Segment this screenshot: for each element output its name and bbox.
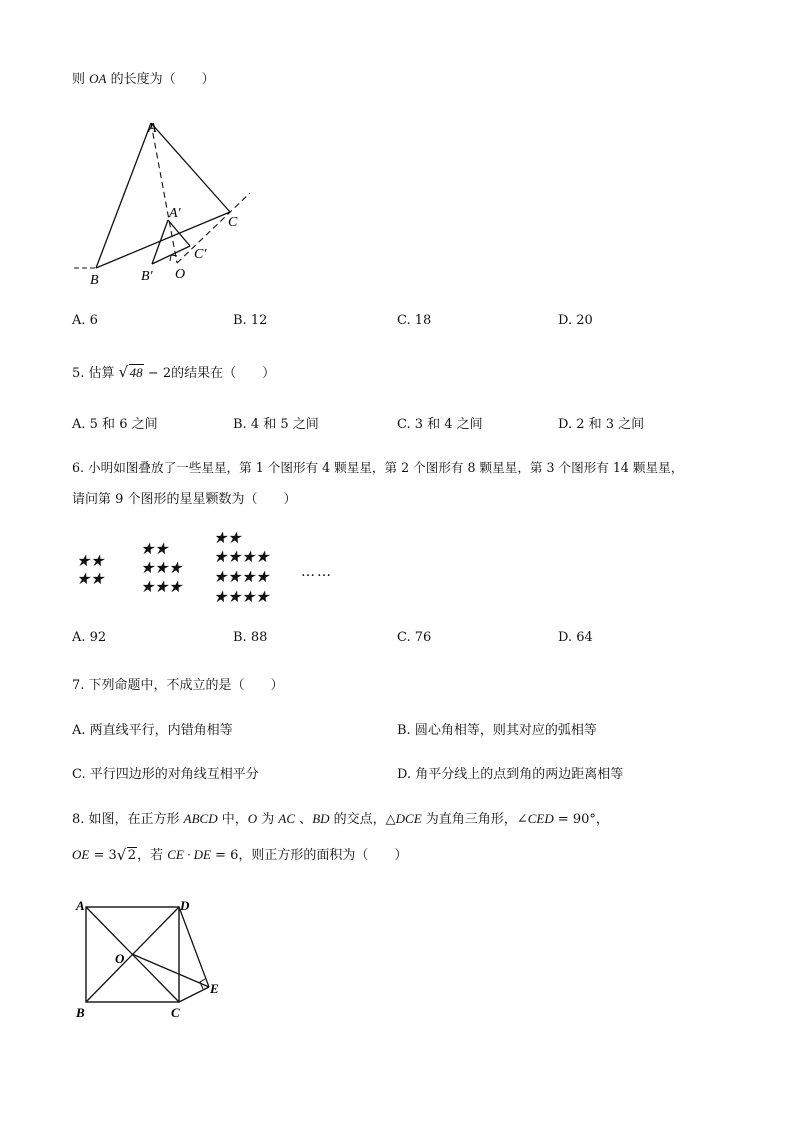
star-icon-fig3: ★ [255, 569, 270, 586]
q8-var-o: O [247, 811, 258, 826]
star-icon-fig2: ★ [168, 560, 183, 577]
q5-minus: − 2 [143, 366, 172, 381]
q5-text-end: 的结果在（ ） [171, 366, 276, 381]
star-icon-fig3: ★ [227, 589, 242, 606]
q6-stem-line1: 6. 小明如图叠放了一些星星，第 1 个图形有 4 颗星星，第 2 个图形有 8 颗星星，第 3 个图形有 14 颗星星， [72, 460, 684, 475]
q7-stem: 7. 下列命题中，不成立的是（ ） [72, 678, 284, 693]
q6-option-c[interactable]: C. 76 [397, 630, 432, 645]
q8-label-b: B [76, 1005, 85, 1020]
q8-text-3: 为 [257, 812, 279, 827]
q5-stem [72, 362, 275, 381]
star-icon-fig3: ★ [227, 530, 242, 547]
star-icon-fig2: ★ [154, 579, 169, 596]
q6-option-a[interactable]: A. 92 [72, 630, 107, 645]
q4-label-c-prime: C′ [194, 247, 207, 262]
star-icon-fig2: ★ [140, 579, 155, 596]
q8-text-2: 中， [217, 812, 248, 827]
q4-option-a[interactable]: A. 6 [72, 313, 98, 328]
q8-text-8: = 3 [89, 848, 117, 863]
q4-option-b[interactable]: B. 12 [233, 313, 268, 328]
q4-var-oa: OA [89, 71, 107, 86]
q8-var-bd: BD [312, 811, 330, 826]
q8-label-o: O [115, 951, 125, 966]
q8-label-c: C [171, 1005, 180, 1020]
q8-var-oe: OE [72, 847, 90, 862]
star-icon-fig3: ★ [213, 530, 228, 547]
star-icon-fig2: ★ [140, 541, 155, 558]
star-icon-fig3: ★ [241, 569, 256, 586]
q4-label-c: C [228, 215, 238, 230]
q4-label-b-prime: B′ [141, 269, 153, 284]
q4-stem-tail [72, 68, 215, 87]
star-icon-fig3: ★ [227, 549, 242, 566]
q8-text-1: 8. 如图，在正方形 [72, 812, 184, 827]
star-icon-fig3: ★ [213, 569, 228, 586]
q5-option-c[interactable]: C. 3 和 4 之间 [397, 417, 483, 432]
star-icon-fig3: ★ [255, 589, 270, 606]
q5-option-a[interactable]: A. 5 和 6 之间 [72, 417, 158, 432]
q8-radicand: 2 [127, 848, 137, 863]
q5-option-b[interactable]: B. 4 和 5 之间 [233, 417, 319, 432]
star-icon-fig1: ★ [90, 553, 105, 570]
star-icon-fig1: ★ [76, 571, 91, 588]
q8-text-7: = 90°， [553, 812, 609, 827]
q8-label-e: E [210, 981, 219, 996]
q4-option-c[interactable]: C. 18 [397, 313, 432, 328]
q5-option-d[interactable]: D. 2 和 3 之间 [558, 417, 645, 432]
q7-option-c[interactable]: C. 平行四边形的对角线互相平分 [72, 767, 259, 782]
star-icon-fig3: ★ [241, 549, 256, 566]
q4-label-o: O [175, 267, 186, 282]
q8-text-5: 的交点，△ [329, 812, 396, 827]
star-icon-fig3: ★ [213, 549, 228, 566]
q6-option-d[interactable]: D. 64 [558, 630, 593, 645]
q8-var-dce: DCE [395, 811, 422, 826]
q8-sqrt: √ 2 [116, 846, 137, 864]
q7-option-b[interactable]: B. 圆心角相等，则其对应的弧相等 [397, 723, 597, 738]
q6-stem-line2: 请问第 9 个图形的星星颗数为（ ） [72, 492, 297, 507]
star-icon-fig3: ★ [255, 549, 270, 566]
q4-text: 则 [72, 72, 90, 87]
q7-option-d[interactable]: D. 角平分线上的点到角的两边距离相等 [397, 767, 624, 782]
q4-option-d[interactable]: D. 20 [558, 313, 593, 328]
q5-sqrt: √ 48 [118, 363, 143, 381]
q6-ellipsis: …… [301, 564, 333, 580]
q8-stem-line1 [72, 808, 609, 827]
q8-var-ced: CED [527, 811, 554, 826]
q8-stem-line2 [72, 844, 407, 863]
q5-radicand: 48 [129, 365, 143, 380]
q8-figure [70, 893, 230, 1028]
star-icon-fig3: ★ [241, 589, 256, 606]
q8-text-6: 为直角三角形，∠ [421, 812, 528, 827]
star-icon-fig1: ★ [90, 571, 105, 588]
star-icon-fig2: ★ [168, 579, 183, 596]
q8-var-abcd: ABCD [183, 811, 218, 826]
q6-star-figure [70, 528, 300, 608]
star-icon-fig2: ★ [140, 560, 155, 577]
q4-label-b: B [90, 273, 99, 288]
q4-text-end: 的长度为（ ） [106, 72, 215, 87]
q7-option-a[interactable]: A. 两直线平行，内错角相等 [72, 723, 233, 738]
q4-label-a: A [148, 121, 157, 136]
star-icon-fig1: ★ [76, 553, 91, 570]
q8-label-a: A [76, 898, 85, 913]
star-icon-fig3: ★ [213, 589, 228, 606]
q8-label-d: D [180, 898, 190, 913]
star-icon-fig2: ★ [154, 560, 169, 577]
star-icon-fig2: ★ [154, 541, 169, 558]
q4-label-a-prime: A′ [169, 206, 181, 221]
q8-text-4: 、 [295, 812, 313, 827]
q6-option-b[interactable]: B. 88 [233, 630, 268, 645]
q4-figure [70, 110, 260, 290]
q8-var-ce-de: CE · DE [167, 847, 211, 862]
q8-text-9: ，若 [137, 848, 168, 863]
star-icon-fig3: ★ [227, 569, 242, 586]
q5-text: 5. 估算 [72, 366, 119, 381]
q8-var-ac: AC [278, 811, 296, 826]
q8-text-10: = 6，则正方形的面积为（ ） [210, 848, 408, 863]
